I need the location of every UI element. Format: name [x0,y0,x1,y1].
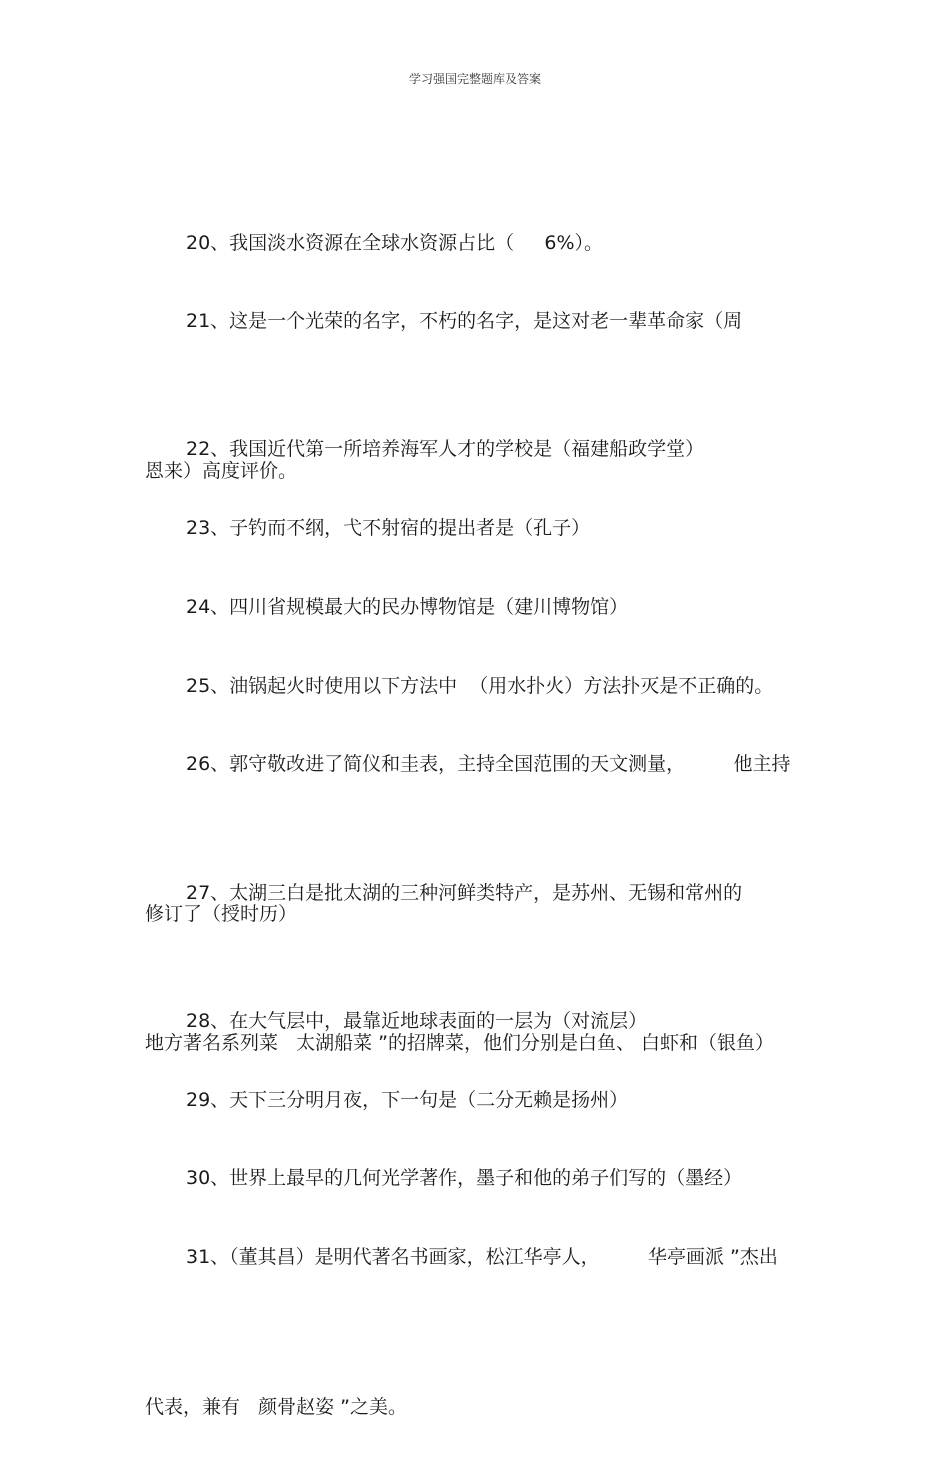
question-line: 22、我国近代第一所培养海军人才的学校是（福建船政学堂） [186,438,705,460]
page-header: 学习强国完整题库及答案 [408,72,541,86]
question-line: 21、这是一个光荣的名字，不朽的名字，是这对老一辈革命家（周 [186,310,743,332]
question-line: 25、油锅起火时使用以下方法中 （用水扑火）方法扑灭是不正确的。 [186,675,774,697]
question-line: 恩来）高度评价。 [145,460,298,482]
question-line: 31、（董其昌）是明代著名书画家，松江华亭人， 华亭画派 ”杰出 [186,1246,778,1268]
question-line: 地方著名系列菜 太湖船菜 ”的招牌菜，他们分别是白鱼、 白虾和（银鱼） [145,1032,775,1054]
question-line: 29、天下三分明月夜，下一句是（二分无赖是扬州） [186,1089,629,1111]
question-line: 23、子钓而不纲，弋不射宿的提出者是（孔子） [186,517,591,539]
question-line: 20、我国淡水资源在全球水资源占比（ 6%）。 [186,232,604,254]
question-line: 代表，兼有 颜骨赵姿 ”之美。 [145,1396,408,1418]
question-line: 26、郭守敬改进了简仪和圭表，主持全国范围的天文测量， 他主持 [186,753,791,775]
question-line: 修订了（授时历） [145,903,298,925]
question-line: 24、四川省规模最大的民办博物馆是（建川博物馆） [186,596,629,618]
question-line: 30、世界上最早的几何光学著作，墨子和他的弟子们写的（墨经） [186,1167,743,1189]
question-line: 28、在大气层中，最靠近地球表面的一层为（对流层） [186,1010,648,1032]
question-31 [145,1132,815,1482]
question-line: 27、太湖三白是批太湖的三种河鲜类特产，是苏州、无锡和常州的 [186,882,743,904]
